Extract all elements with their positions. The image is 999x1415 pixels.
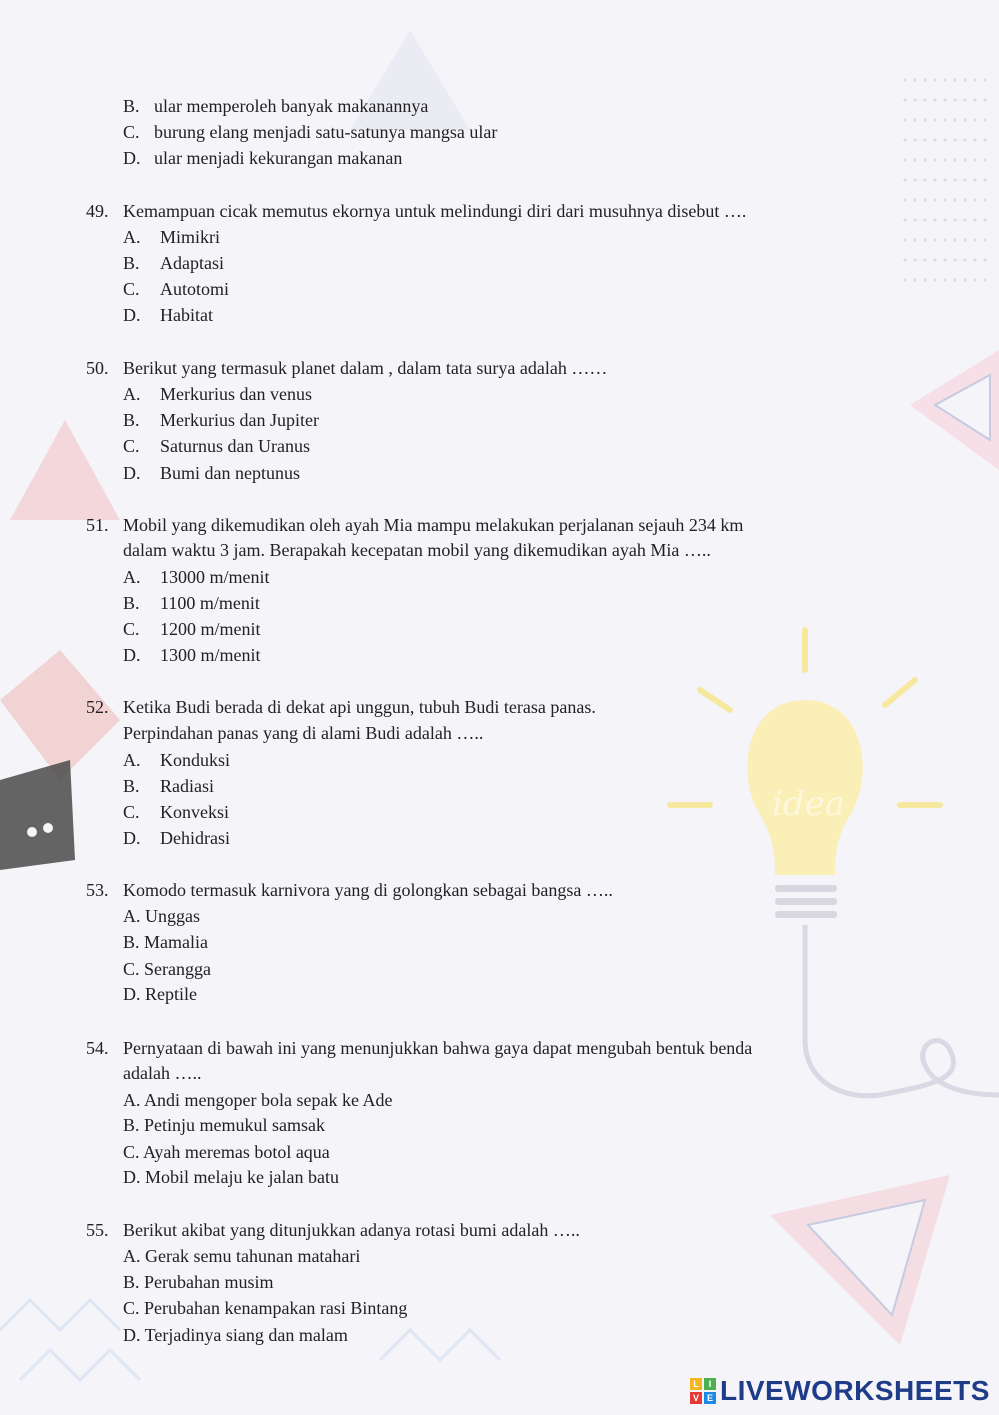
- liveworksheets-logo[interactable]: [690, 1376, 990, 1406]
- worksheet-page: B. ular memperoleh banyak makanannya C. burung elang menjadi satu-satunya mangsa ular D. ular menjadi kekurangan makanan 49. Kemampuan cicak memutus ekornya untuk melindungi diri dari musuhnya disebut …. A. Mimikri B. Adaptasi C. Autotomi D. Habitat 50. Berikut yang termasuk planet dalam , dalam tata surya adalah …… A. Merkurius dan venus B. Merkurius dan Jupiter C. Saturnus dan Uranus D. Bumi dan neptunus 51. Mobil yang dikemudikan oleh ayah Mia mampu melakukan perjalanan sejauh 234 km dalam waktu 3 jam. Berapakah kecepatan mobil yang dikemudikan ayah Mia ….. A. 13000 m/menit B. 1100 m/menit C. 1200 m/menit D. 1300 m/menit 52. Ketika Budi berada di dekat api unggun, tubuh Budi terasa panas. Perpindahan panas yang di alami Budi adalah ….. A. Konduksi B. Radiasi C. Konveksi D. Dehidrasi 53. Komodo termasuk karnivora yang di golongkan sebagai bangsa ….. A. Unggas B. Mamalia C. Serangga D. Reptile 54. Pernyataan di bawah ini yang menunjukkan bahwa gaya dapat mengubah bentuk benda adalah ….. A. Andi mengoper bola sepak ke Ade B. Petinju memukul samsak C. Ayah meremas botol aqua D. Mobil melaju ke jalan batu 55. Berikut akibat yang ditunjukkan adanya rotasi bumi adalah ….. A. Gerak semu tahunan matahari B. Perubahan musim C. Perubahan kenampakan rasi Bintang D. Terjadinya siang dan malam L I V E LIVEWORKSHEETS: [86, 96, 990, 1406]
- idea-text: idea: [772, 784, 846, 824]
- liveworksheets-wordmark: LIVEWORKSHEETS: [720, 1375, 990, 1406]
- liveworksheets-logo-icon: L I V E: [690, 1378, 716, 1404]
